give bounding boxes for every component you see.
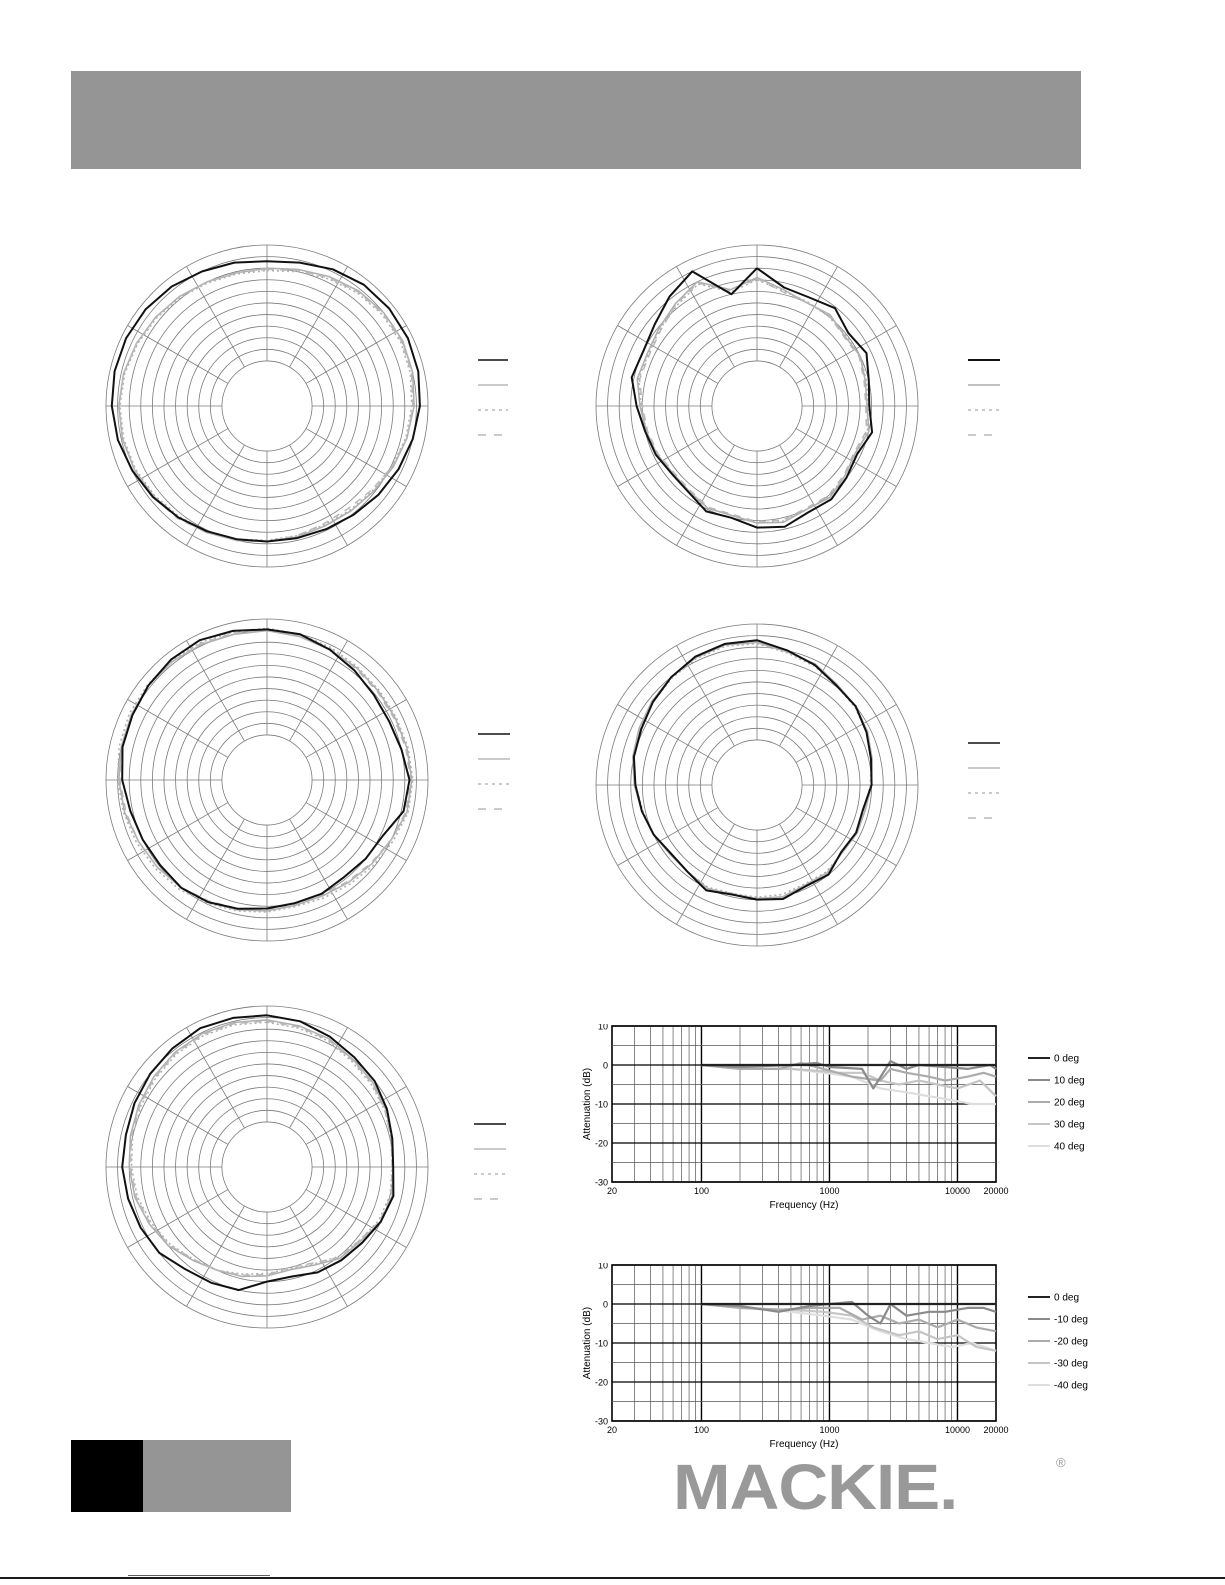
polar-plot-3 xyxy=(104,617,430,943)
x-tick-label: 20 xyxy=(606,1186,618,1196)
legend-label: 30 deg xyxy=(1054,1119,1085,1131)
logo-text: MACKIE. xyxy=(673,1451,958,1523)
legend-label: -30 deg xyxy=(1054,1358,1088,1370)
legend-label: -40 deg xyxy=(1054,1380,1088,1392)
y-tick-label: -20 xyxy=(594,1138,608,1149)
polar-grid xyxy=(106,245,428,567)
y-tick-label: -30 xyxy=(594,1416,608,1427)
x-tick-label: 20000 xyxy=(983,1186,1009,1196)
grid-ring xyxy=(222,361,312,451)
legend-label: 40 deg xyxy=(1054,1141,1085,1153)
x-tick-label: 1000 xyxy=(819,1425,840,1435)
footer-black-block xyxy=(71,1440,143,1512)
polar-grid xyxy=(106,619,428,941)
y-tick-label: -10 xyxy=(594,1338,608,1349)
grid-ring xyxy=(210,723,323,836)
x-tick-label: 10000 xyxy=(944,1425,970,1435)
grid-ring xyxy=(222,1122,312,1212)
x-axis-label: Frequency (Hz) xyxy=(769,1200,839,1211)
polar-series-solid-black xyxy=(122,1015,393,1290)
polar-series-dashed-gray xyxy=(640,279,867,522)
polar-legend-1 xyxy=(478,352,518,442)
polar-plot-5 xyxy=(104,1004,430,1330)
grid-ring xyxy=(222,735,312,825)
polar-series-solid-black xyxy=(634,640,872,899)
registered-mark: ® xyxy=(1056,1455,1066,1470)
polar-grid xyxy=(106,1006,428,1328)
freq-grid xyxy=(612,1265,996,1421)
freq-grid xyxy=(612,1026,996,1182)
legend-label: 0 deg xyxy=(1054,1053,1080,1065)
polar-series-solid-gray xyxy=(129,1020,393,1277)
legend-label: 20 deg xyxy=(1054,1097,1085,1109)
polar-series-dotted-gray xyxy=(639,280,869,523)
grid-ring xyxy=(210,349,323,462)
polar-legend-2 xyxy=(968,352,1008,442)
bottom-link-underline[interactable] xyxy=(128,1575,270,1576)
header-bar xyxy=(71,71,1081,169)
polar-legend-5 xyxy=(474,1116,514,1206)
y-axis-label: Attenuation (dB) xyxy=(582,1067,593,1141)
polar-plot-2 xyxy=(594,243,920,569)
bottom-rule xyxy=(0,1577,1225,1579)
polar-legend-4 xyxy=(968,735,1008,825)
grid-ring xyxy=(700,349,813,462)
freq-response-chart-2 xyxy=(578,1263,1098,1463)
x-tick-label: 100 xyxy=(693,1186,709,1196)
polar-plot-4 xyxy=(594,622,920,948)
y-tick-label: 10 xyxy=(597,1263,608,1271)
grid-ring xyxy=(210,1110,323,1223)
y-tick-label: -10 xyxy=(594,1099,608,1110)
legend-label: 0 deg xyxy=(1054,1292,1080,1304)
grid-ring xyxy=(712,361,802,451)
y-tick-label: 0 xyxy=(602,1060,608,1071)
x-tick-label: 10000 xyxy=(944,1186,970,1196)
y-tick-label: -20 xyxy=(594,1377,608,1388)
y-tick-label: 10 xyxy=(597,1024,608,1032)
x-axis-label: Frequency (Hz) xyxy=(769,1439,839,1450)
legend-label: -20 deg xyxy=(1054,1336,1088,1348)
y-tick-label: -30 xyxy=(594,1177,608,1188)
x-tick-label: 100 xyxy=(693,1425,709,1435)
footer-gray-block xyxy=(143,1440,291,1512)
legend-label: 10 deg xyxy=(1054,1075,1085,1087)
y-axis-label: Attenuation (dB) xyxy=(582,1306,593,1380)
grid-ring xyxy=(700,728,813,841)
polar-legend-3 xyxy=(478,726,518,816)
grid-ring xyxy=(712,740,802,830)
polar-plot-1 xyxy=(104,243,430,569)
freq-response-chart-1 xyxy=(578,1024,1098,1224)
x-tick-label: 20000 xyxy=(983,1425,1009,1435)
legend-label: -10 deg xyxy=(1054,1314,1088,1326)
y-tick-label: 0 xyxy=(602,1299,608,1310)
x-tick-label: 20 xyxy=(606,1425,618,1435)
mackie-logo xyxy=(673,1451,1066,1523)
x-tick-label: 1000 xyxy=(819,1186,840,1196)
